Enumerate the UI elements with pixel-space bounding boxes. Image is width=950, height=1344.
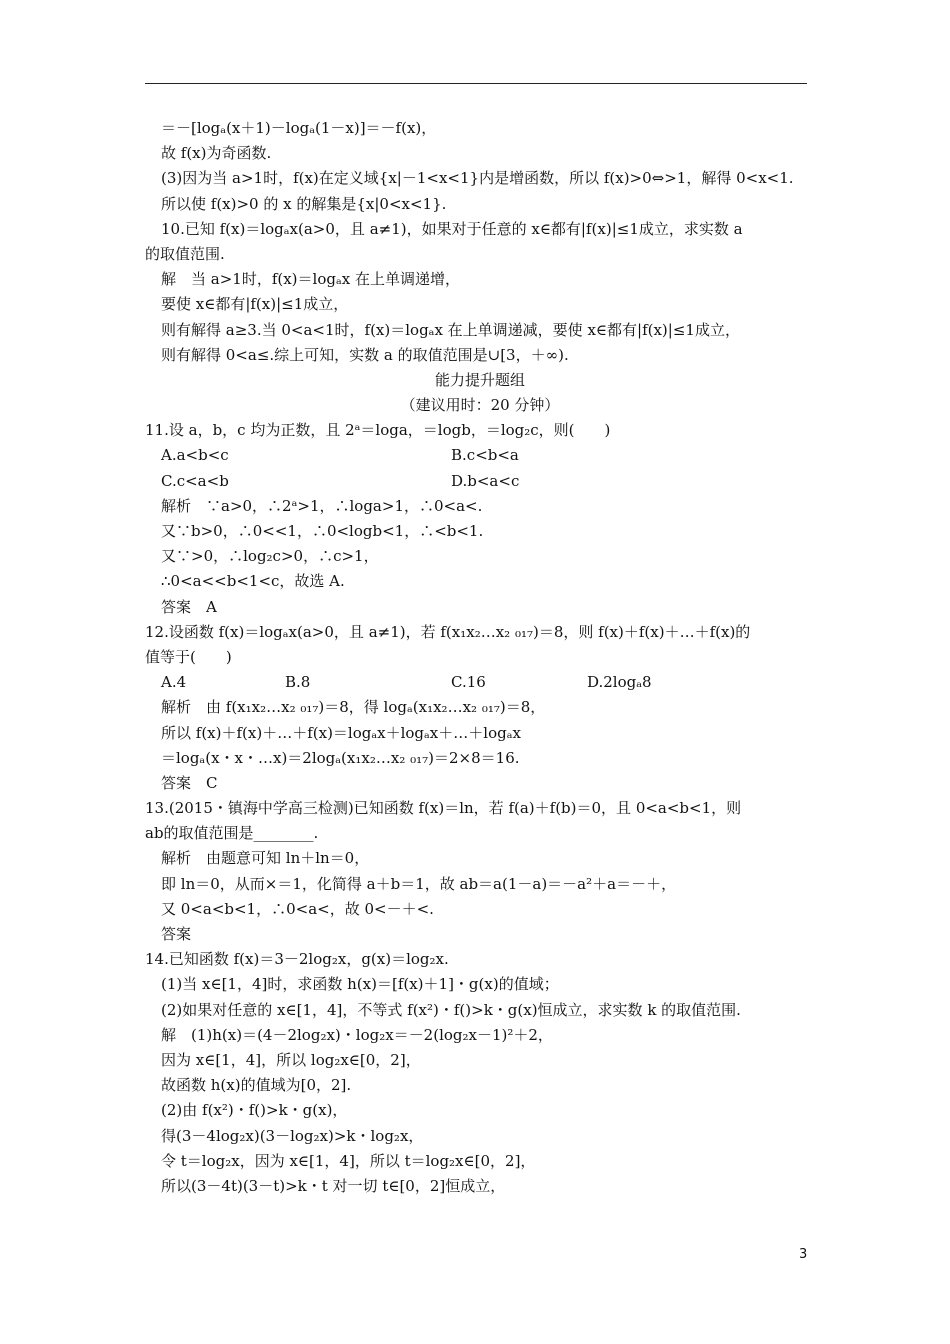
question-11-options-row-2	[145, 469, 815, 494]
text-line: ＝－[logₐ(x＋1)－logₐ(1－x)]＝－f(x)，	[161, 119, 437, 137]
text-line: 又∵>0，∴log₂c>0，∴c>1，	[161, 547, 379, 566]
text-line: 令 t＝log₂x，因为 x∈[1，4]，所以 t＝log₂x∈[0，2]，	[161, 1151, 536, 1170]
text-line: ＝logₐ(x・x・…x)＝2logₐ(x₁x₂…x₂ ₀₁₇)＝2×8＝16.	[161, 748, 520, 767]
question-14-stem: 14.已知函数 f(x)＝3－2log₂x，g(x)＝log₂x.	[145, 950, 449, 969]
question-10-stem: 10.已知 f(x)＝logₐx(a>0，且 a≠1)，如果对于任意的 x∈都有|f(x)|≤1成立，求实数 a	[161, 219, 743, 238]
question-11-options-row-1	[145, 443, 815, 468]
text-line: 则有解得 a≥3.当 0<a<1时，f(x)＝logₐx 在上单调递减，要使 x∈都有|f(x)|≤1成立，	[161, 320, 740, 339]
option-a: A.a<b<c	[161, 446, 229, 465]
text-line: 故函数 h(x)的值域为[0，2].	[161, 1076, 352, 1095]
text-line: ab的取值范围是________.	[145, 824, 319, 843]
question-12-options	[145, 670, 815, 695]
text-line: 因为 x∈[1，4]，所以 log₂x∈[0，2]，	[161, 1050, 421, 1069]
question-11-stem: 11.设 a，b，c 均为正数，且 2ᵃ＝loga，＝logb，＝log₂c，则( )	[145, 421, 611, 440]
option-c: C.c<a<b	[161, 471, 229, 490]
answer-line: 答案 A	[161, 597, 217, 616]
option-c: C.16	[451, 673, 486, 692]
text-line: 得(3－4log₂x)(3－log₂x)>k・log₂x，	[161, 1126, 424, 1145]
text-line: 要使 x∈都有|f(x)|≤1成立，	[161, 295, 349, 314]
solution-label: 解 (1)h(x)＝(4－2log₂x)・log₂x＝－2(log₂x－1)²＋2，	[161, 1025, 553, 1044]
text-line: 又 0<a<b<1，∴0<a<，故 0<－＋<.	[161, 899, 434, 918]
text-line: (2)如果对任意的 x∈[1，4]，不等式 f(x²)・f()>k・g(x)恒成立，求实数 k 的取值范围.	[161, 1000, 741, 1019]
text-line: 即 ln＝0，从而×＝1，化简得 a＋b＝1，故 ab＝a(1－a)＝－a²＋a＝－＋，	[161, 874, 677, 893]
text-line: 的取值范围.	[145, 244, 225, 263]
text-line: 值等于( )	[145, 647, 232, 666]
solution-label: 解 当 a>1时，f(x)＝logₐx 在上单调递增，	[161, 270, 460, 289]
analysis-line: 解析 由题意可知 ln＋ln＝0，	[161, 849, 370, 868]
text-line: 所以使 f(x)>0 的 x 的解集是{x|0<x<1}.	[161, 194, 447, 213]
text-line: 故 f(x)为奇函数.	[161, 144, 272, 163]
text-line: ∴0<a<<b<1<c，故选 A.	[161, 572, 345, 591]
option-d: D.2logₐ8	[587, 673, 652, 692]
text-line: 则有解得 0<a≤.综上可知，实数 a 的取值范围是∪[3，＋∞).	[161, 345, 569, 364]
text-line: (2)由 f(x²)・f()>k・g(x)，	[161, 1101, 348, 1120]
question-12-stem: 12.设函数 f(x)＝logₐx(a>0，且 a≠1)，若 f(x₁x₂…x₂ ₀₁₇)＝8，则 f(x)＋f(x)＋…＋f(x)的	[145, 622, 751, 641]
option-b: B.c<b<a	[451, 446, 519, 465]
analysis-line: 解析 由 f(x₁x₂…x₂ ₀₁₇)＝8，得 logₐ(x₁x₂…x₂ ₀₁₇)＝8，	[161, 698, 546, 717]
answer-line: 答案 C	[161, 773, 218, 792]
text-line: 所以(3－4t)(3－t)>k・t 对一切 t∈[0，2]恒成立，	[161, 1176, 506, 1195]
page-content	[145, 116, 815, 1199]
option-b: B.8	[285, 673, 311, 692]
section-subtitle: （建议用时：20 分钟）	[400, 396, 560, 415]
section-title: 能力提升题组	[434, 370, 525, 389]
question-13-stem: 13.(2015・镇海中学高三检测)已知函数 f(x)＝ln，若 f(a)＋f(b)＝0，且 0<a<b<1，则	[145, 799, 742, 818]
answer-line: 答案	[161, 925, 192, 943]
page-number: 3	[799, 1247, 808, 1262]
option-a: A.4	[161, 673, 187, 692]
analysis-line: 解析 ∵a>0，∴2ᵃ>1，∴loga>1，∴0<a<.	[161, 496, 483, 515]
text-line: 所以 f(x)＋f(x)＋…＋f(x)＝logₐx＋logₐx＋…＋logₐx	[161, 723, 521, 742]
option-d: D.b<a<c	[451, 471, 520, 490]
header-rule	[145, 83, 807, 84]
text-line: (1)当 x∈[1，4]时，求函数 h(x)＝[f(x)＋1]・g(x)的值域；	[161, 975, 559, 994]
text-line: (3)因为当 a>1时，f(x)在定义域{x|－1<x<1}内是增函数，所以 f(x)>0⇔>1，解得 0<x<1.	[161, 169, 794, 188]
text-line: 又∵b>0，∴0<<1，∴0<logb<1，∴<b<1.	[161, 522, 484, 540]
